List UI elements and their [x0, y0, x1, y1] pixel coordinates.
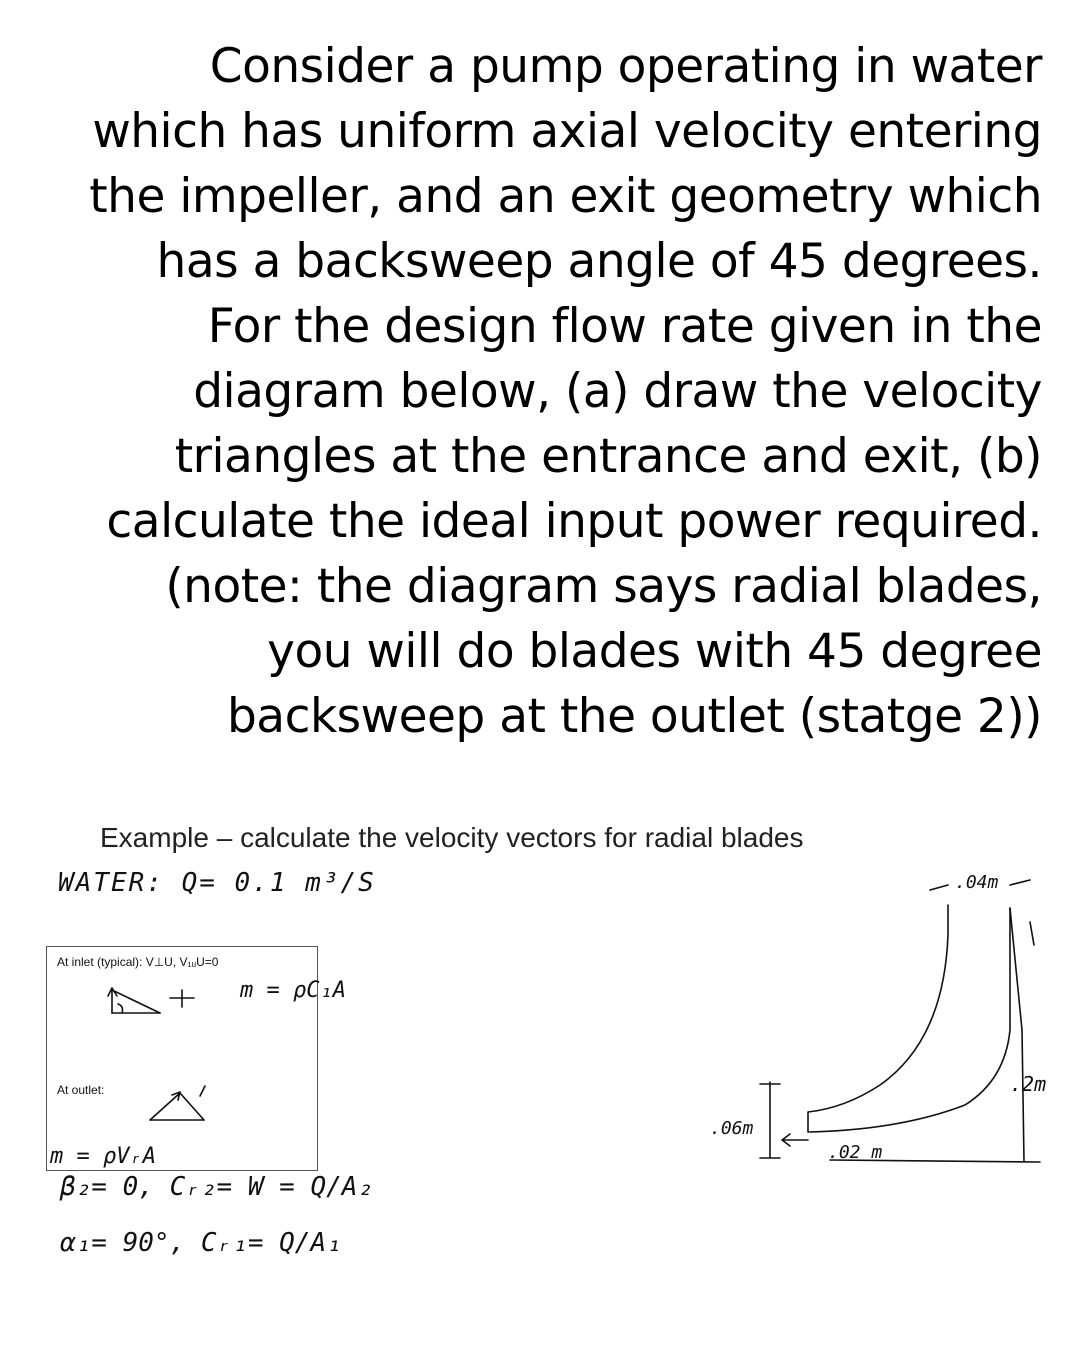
- problem-line: diagram below, (a) draw the velocity: [193, 364, 1042, 419]
- dimension-inlet-width: .02 m: [828, 1142, 883, 1163]
- outlet-mass-flow-equation: m = ρVᵣA: [50, 1144, 156, 1169]
- water-flow-note: WATER: Q= 0.1 m³/S: [58, 868, 376, 898]
- problem-line: has a backsweep angle of 45 degrees.: [156, 234, 1042, 289]
- problem-line: the impeller, and an exit geometry which: [89, 169, 1042, 224]
- inlet-condition-equation: α₁= 90°, Cᵣ₁= Q/A₁: [60, 1228, 342, 1258]
- problem-line: which has uniform axial velocity entering: [92, 104, 1042, 159]
- dimension-height: .2m: [1010, 1072, 1047, 1096]
- problem-line: For the design flow rate given in the: [207, 299, 1042, 354]
- pump-cross-section: [760, 880, 1040, 1162]
- problem-line: (note: the diagram says radial blades,: [165, 559, 1042, 614]
- inlet-mass-flow-equation: m = ρC₁A: [240, 978, 346, 1003]
- problem-line: you will do blades with 45 degree: [267, 624, 1042, 679]
- problem-line: backsweep at the outlet (statge 2)): [226, 689, 1042, 744]
- dimension-top-width: .04m: [955, 872, 999, 893]
- inlet-label: At inlet (typical): V⊥U, V₁ᵤU=0: [57, 955, 219, 969]
- outlet-condition-equation: β₂= 0, Cᵣ₂= W = Q/A₂: [60, 1172, 374, 1202]
- problem-line: calculate the ideal input power required.: [106, 494, 1042, 549]
- problem-line: triangles at the entrance and exit, (b): [174, 429, 1042, 484]
- example-title: Example – calculate the velocity vectors for radial blades: [100, 822, 804, 853]
- dimension-inlet-height: .06m: [710, 1118, 754, 1139]
- problem-line: Consider a pump operating in water: [209, 39, 1042, 94]
- outlet-label: At outlet:: [57, 1083, 105, 1097]
